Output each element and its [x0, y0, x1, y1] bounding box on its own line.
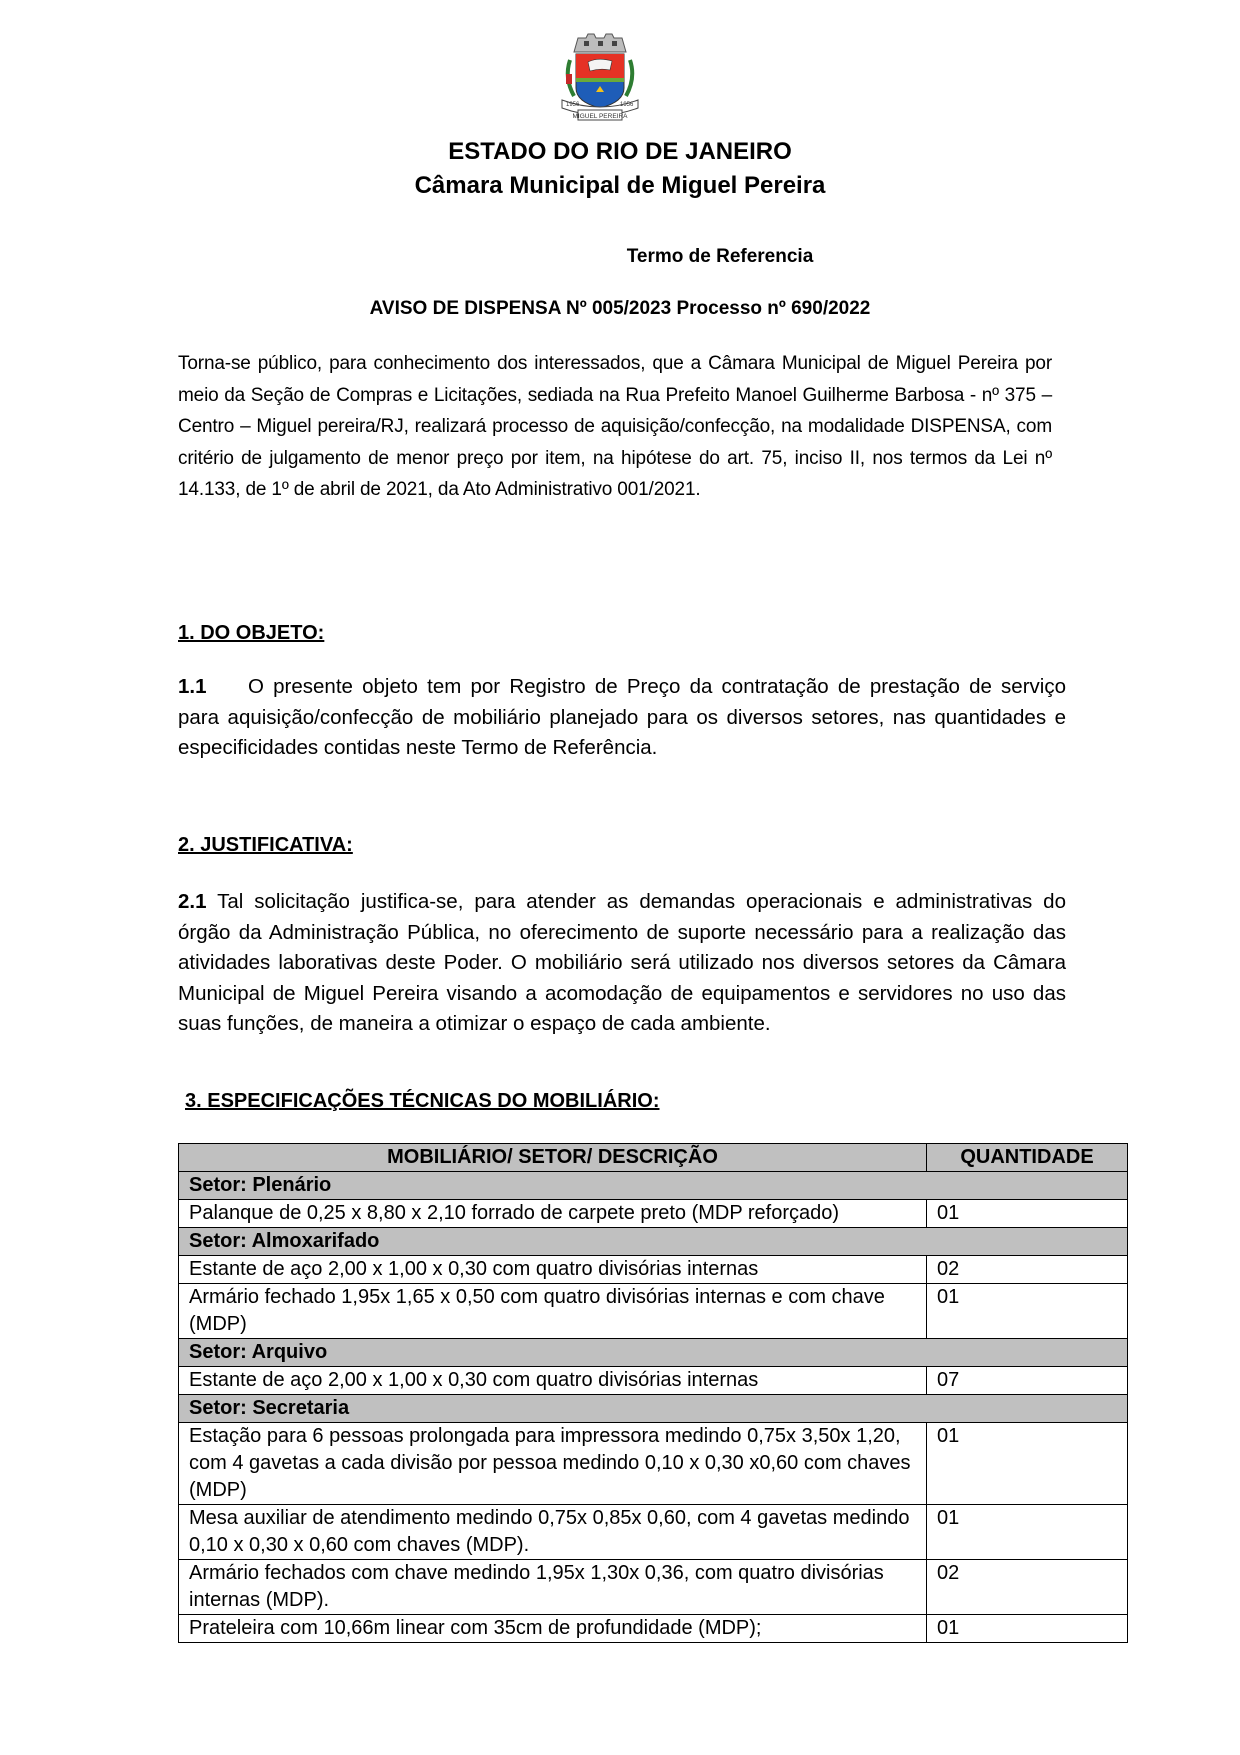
document-type-heading: Termo de Referencia	[626, 246, 814, 267]
state-heading: ESTADO DO RIO DE JANEIRO	[448, 138, 792, 165]
table-row	[179, 1505, 1128, 1560]
item-quantity: 01	[927, 1615, 1128, 1643]
table-row	[179, 1367, 1128, 1395]
column-header-quantity: QUANTIDADE	[927, 1144, 1128, 1172]
table-row	[179, 1615, 1128, 1643]
item-description: Prateleira com 10,66m linear com 35cm de profundidade (MDP);	[179, 1615, 927, 1643]
item-description: Estação para 6 pessoas prolongada para impressora medindo 0,75x 3,50x 1,20, com 4 gavetas a cada divisão por pessoa medindo 0,10 x 0,30 x0,60 com chaves (MDP)	[179, 1423, 927, 1505]
municipal-crest-icon	[548, 30, 652, 122]
section-2-title: 2. JUSTIFICATIVA:	[178, 834, 353, 856]
institution-heading: Câmara Municipal de Miguel Pereira	[414, 172, 826, 199]
table-row	[179, 1200, 1128, 1228]
sector-row	[179, 1395, 1128, 1423]
item-quantity: 01	[927, 1200, 1128, 1228]
svg-text:1956: 1956	[620, 102, 634, 108]
table-row	[179, 1560, 1128, 1615]
section-1-item-text: O presente objeto tem por Registro de Preço da contratação de prestação de serviço para aquisição/confecção de mobiliário planejado para os diversos setores, nas quantidades e especificidades contidas neste Termo de Referência.	[178, 675, 1066, 759]
table-row	[179, 1423, 1128, 1505]
sector-name: Setor: Arquivo	[179, 1339, 1128, 1367]
item-quantity: 01	[927, 1505, 1128, 1560]
table-header-row	[179, 1144, 1128, 1172]
item-description: Armário fechados com chave medindo 1,95x 1,30x 0,36, com quatro divisórias internas (MDP).	[179, 1560, 927, 1615]
item-quantity: 02	[927, 1256, 1128, 1284]
svg-text:1956: 1956	[566, 102, 580, 108]
sector-row	[179, 1228, 1128, 1256]
item-quantity: 02	[927, 1560, 1128, 1615]
item-description: Estante de aço 2,00 x 1,00 x 0,30 com quatro divisórias internas	[179, 1256, 927, 1284]
item-description: Palanque de 0,25 x 8,80 x 2,10 forrado de carpete preto (MDP reforçado)	[179, 1200, 927, 1228]
section-2-paragraph	[178, 887, 1066, 1040]
table-row	[179, 1256, 1128, 1284]
notice-heading: AVISO DE DISPENSA Nº 005/2023 Processo nº 690/2022	[369, 298, 871, 319]
sector-row	[179, 1339, 1128, 1367]
furniture-spec-table	[178, 1143, 1128, 1643]
sector-name: Setor: Almoxarifado	[179, 1228, 1128, 1256]
intro-paragraph: Torna-se público, para conhecimento dos interessados, que a Câmara Municipal de Miguel Pereira por meio da Seção de Compras e Licitações, sediada na Rua Prefeito Manoel Guilherme Barbosa - nº 375 – Centro – Miguel pereira/RJ, realizará processo de aquisição/confecção, na modalidade DISPENSA, com critério de julgamento de menor preço por item, na hipótese do art. 75, inciso II, nos termos da Lei nº 14.133, de 1º de abril de 2021, da Ato Administrativo 001/2021.	[178, 353, 1052, 500]
item-quantity: 01	[927, 1284, 1128, 1339]
table-row	[179, 1284, 1128, 1339]
section-2-item-number: 2.1	[178, 890, 207, 913]
sector-name: Setor: Secretaria	[179, 1395, 1128, 1423]
sector-row	[179, 1172, 1128, 1200]
item-quantity: 01	[927, 1423, 1128, 1505]
section-1-paragraph	[178, 672, 1066, 764]
section-1-title: 1. DO OBJETO:	[178, 622, 325, 644]
item-quantity: 07	[927, 1367, 1128, 1395]
section-1-item-number: 1.1	[178, 675, 207, 698]
sector-name: Setor: Plenário	[179, 1172, 1128, 1200]
item-description: Estante de aço 2,00 x 1,00 x 0,30 com quatro divisórias internas	[179, 1367, 927, 1395]
section-3-title: 3. ESPECIFICAÇÕES TÉCNICAS DO MOBILIÁRIO:	[185, 1090, 660, 1112]
column-header-description: MOBILIÁRIO/ SETOR/ DESCRIÇÃO	[179, 1144, 927, 1172]
svg-text:MIGUEL PEREIRA: MIGUEL PEREIRA	[572, 113, 628, 120]
item-description: Armário fechado 1,95x 1,65 x 0,50 com quatro divisórias internas e com chave (MDP)	[179, 1284, 927, 1339]
section-2-item-text: Tal solicitação justifica-se, para atender as demandas operacionais e administrativas do órgão da Administração Pública, no oferecimento de suporte necessário para a realização das atividades laborativas deste Poder. O mobiliário será utilizado nos diversos setores da Câmara Municipal de Miguel Pereira visando a acomodação de equipamentos e servidores no uso das suas funções, de maneira a otimizar o espaço de cada ambiente.	[178, 890, 1066, 1035]
item-description: Mesa auxiliar de atendimento medindo 0,75x 0,85x 0,60, com 4 gavetas medindo 0,10 x 0,30 x 0,60 com chaves (MDP).	[179, 1505, 927, 1560]
